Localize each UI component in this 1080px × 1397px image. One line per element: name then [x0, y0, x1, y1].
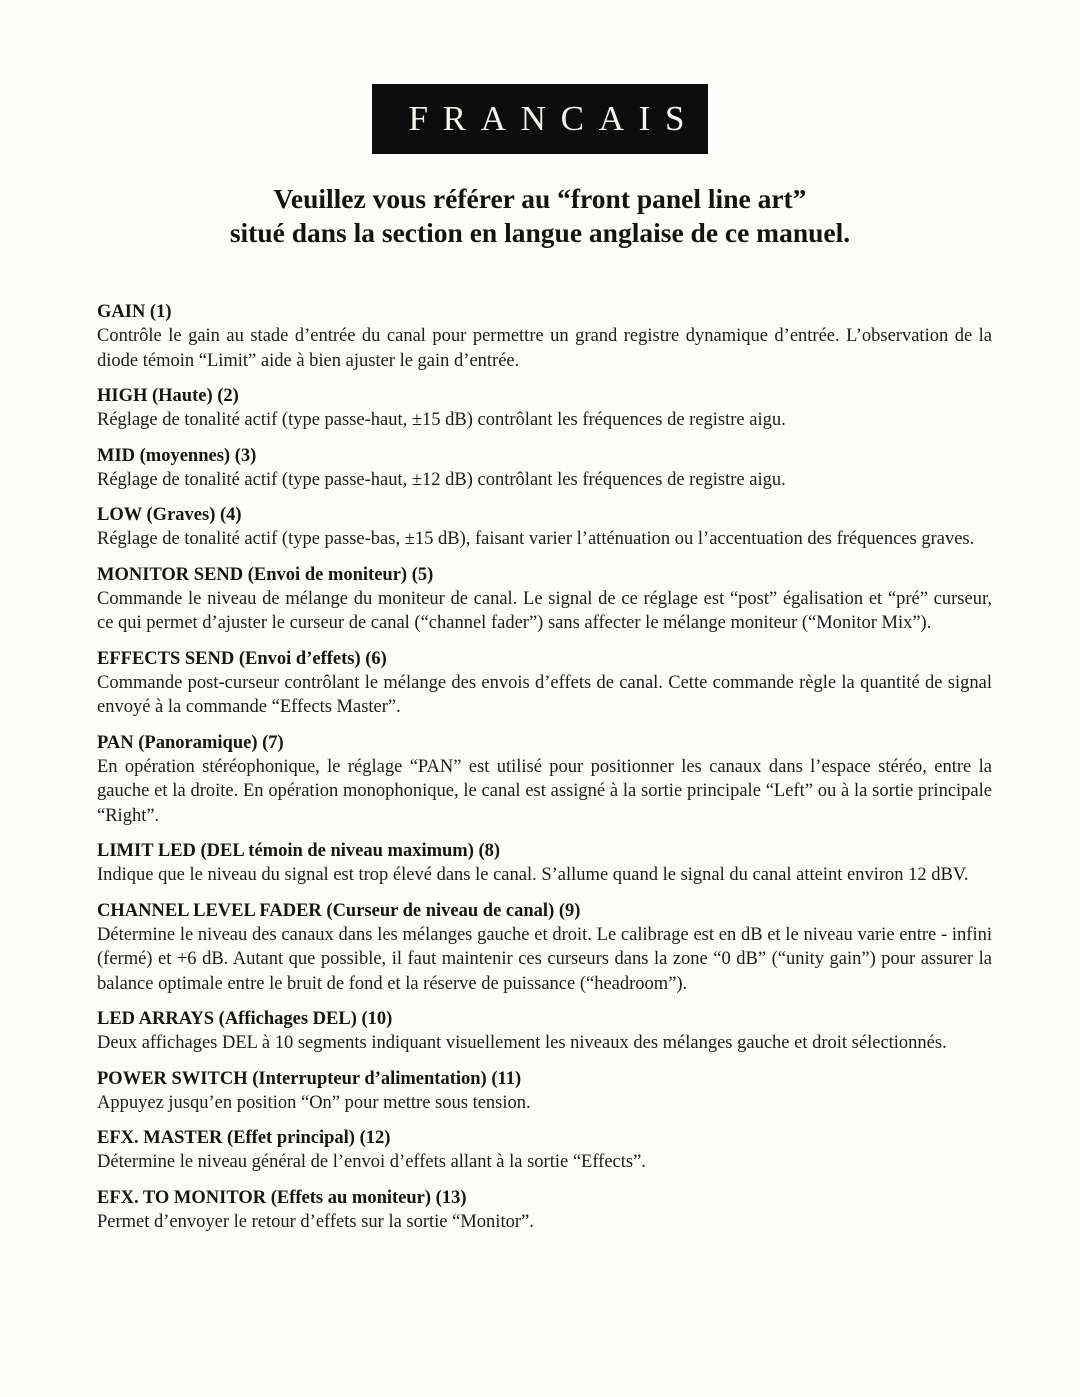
language-banner-row [0, 0, 1080, 154]
section-heading: GAIN (1) [97, 302, 172, 322]
section-body: Détermine le niveau des canaux dans les mélanges gauche et droit. Le calibrage est en dB et le niveau varie entre - infini (fermé) et +6 dB. Autant que possible, il faut maintenir ces curseurs dans la zone “0 dB” (“unity gain”) pour assurer la balance optimale entre le bruit de fond et la réserve de puissance (“headroom”). [97, 924, 992, 994]
manual-section [97, 647, 992, 720]
section-body: Permet d’envoyer le retour d’effets sur la sortie “Monitor”. [97, 1211, 534, 1232]
manual-section [97, 1126, 992, 1175]
manual-section [97, 1186, 992, 1235]
section-body: Indique que le niveau du signal est trop élevé dans le canal. S’allume quand le signal du canal atteint environ 12 dBV. [97, 865, 969, 885]
section-heading: MONITOR SEND (Envoi de moniteur) (5) [97, 564, 434, 585]
manual-section [97, 300, 992, 373]
section-heading: MID (moyennes) (3) [97, 445, 257, 466]
section-body: Deux affichages DEL à 10 segments indiquant visuellement les niveaux des mélanges gauche et droit sélectionnés. [97, 1033, 947, 1053]
section-heading: EFX. TO MONITOR (Effets au moniteur) (13) [97, 1187, 467, 1208]
section-body: Réglage de tonalité actif (type passe-haut, ±15 dB) contrôlant les fréquences de registre aigu. [97, 410, 786, 430]
section-heading: PAN (Panoramique) (7) [97, 732, 284, 753]
section-body: En opération stéréophonique, le réglage “PAN” est utilisé pour positionner les canaux dans l’espace stéréo, entre la gauche et la droite. En opération monophonique, le canal est assigné à la sortie principale “Left” ou à la sortie principale “Right”. [97, 756, 992, 826]
manual-section [97, 731, 992, 829]
section-body: Détermine le niveau général de l’envoi d’effets allant à la sortie “Effects”. [97, 1152, 646, 1172]
section-heading: LIMIT LED (DEL témoin de niveau maximum) (8) [97, 841, 501, 861]
section-heading: EFX. MASTER (Effet principal) (12) [97, 1128, 391, 1148]
manual-section [97, 899, 992, 997]
section-heading: CHANNEL LEVEL FADER (Curseur de niveau de canal) (9) [97, 900, 581, 921]
section-heading: LOW (Graves) (4) [97, 505, 242, 525]
section-heading: POWER SWITCH (Interrupteur d’alimentation) (11) [97, 1068, 522, 1089]
language-banner [372, 84, 707, 154]
section-body: Contrôle le gain au stade d’entrée du canal pour permettre un grand registre dynamique d’entrée. L’observation de la diode témoin “Limit” aide à bien ajuster le gain d’entrée. [97, 326, 992, 371]
section-body: Réglage de tonalité actif (type passe-bas, ±15 dB), faisant varier l’atténuation ou l’accentuation des fréquences graves. [97, 529, 975, 549]
manual-section [97, 503, 992, 552]
language-banner-label: FRANCAIS [408, 99, 700, 138]
section-body: Appuyez jusqu’en position “On” pour mettre sous tension. [97, 1092, 531, 1113]
manual-section [97, 444, 992, 493]
section-body: Réglage de tonalité actif (type passe-haut, ±12 dB) contrôlant les fréquences de registre aigu. [97, 469, 786, 490]
manual-section [97, 384, 992, 433]
page-title-line-1: Veuillez vous référer au “front panel line art” [273, 183, 807, 214]
manual-section [97, 1007, 992, 1056]
section-heading: HIGH (Haute) (2) [97, 386, 239, 406]
sections-container [97, 300, 992, 1234]
manual-section [97, 563, 992, 636]
section-heading: LED ARRAYS (Affichages DEL) (10) [97, 1009, 393, 1029]
section-heading: EFFECTS SEND (Envoi d’effets) (6) [97, 648, 387, 669]
section-body: Commande post-curseur contrôlant le mélange des envois d’effets de canal. Cette commande règle la quantité de signal envoyé à la commande “Effects Master”. [97, 672, 992, 717]
section-body: Commande le niveau de mélange du moniteur de canal. Le signal de ce réglage est “post” égalisation et “pré” curseur, ce qui permet d’ajuster le curseur de canal (“channel fader”) sans affecter le mélange moniteur (“Monitor Mix”). [97, 588, 992, 633]
page-title [60, 182, 1020, 250]
manual-section [97, 1067, 992, 1116]
manual-section [97, 839, 992, 888]
page-title-line-2: situé dans la section en langue anglaise de ce manuel. [229, 217, 851, 248]
